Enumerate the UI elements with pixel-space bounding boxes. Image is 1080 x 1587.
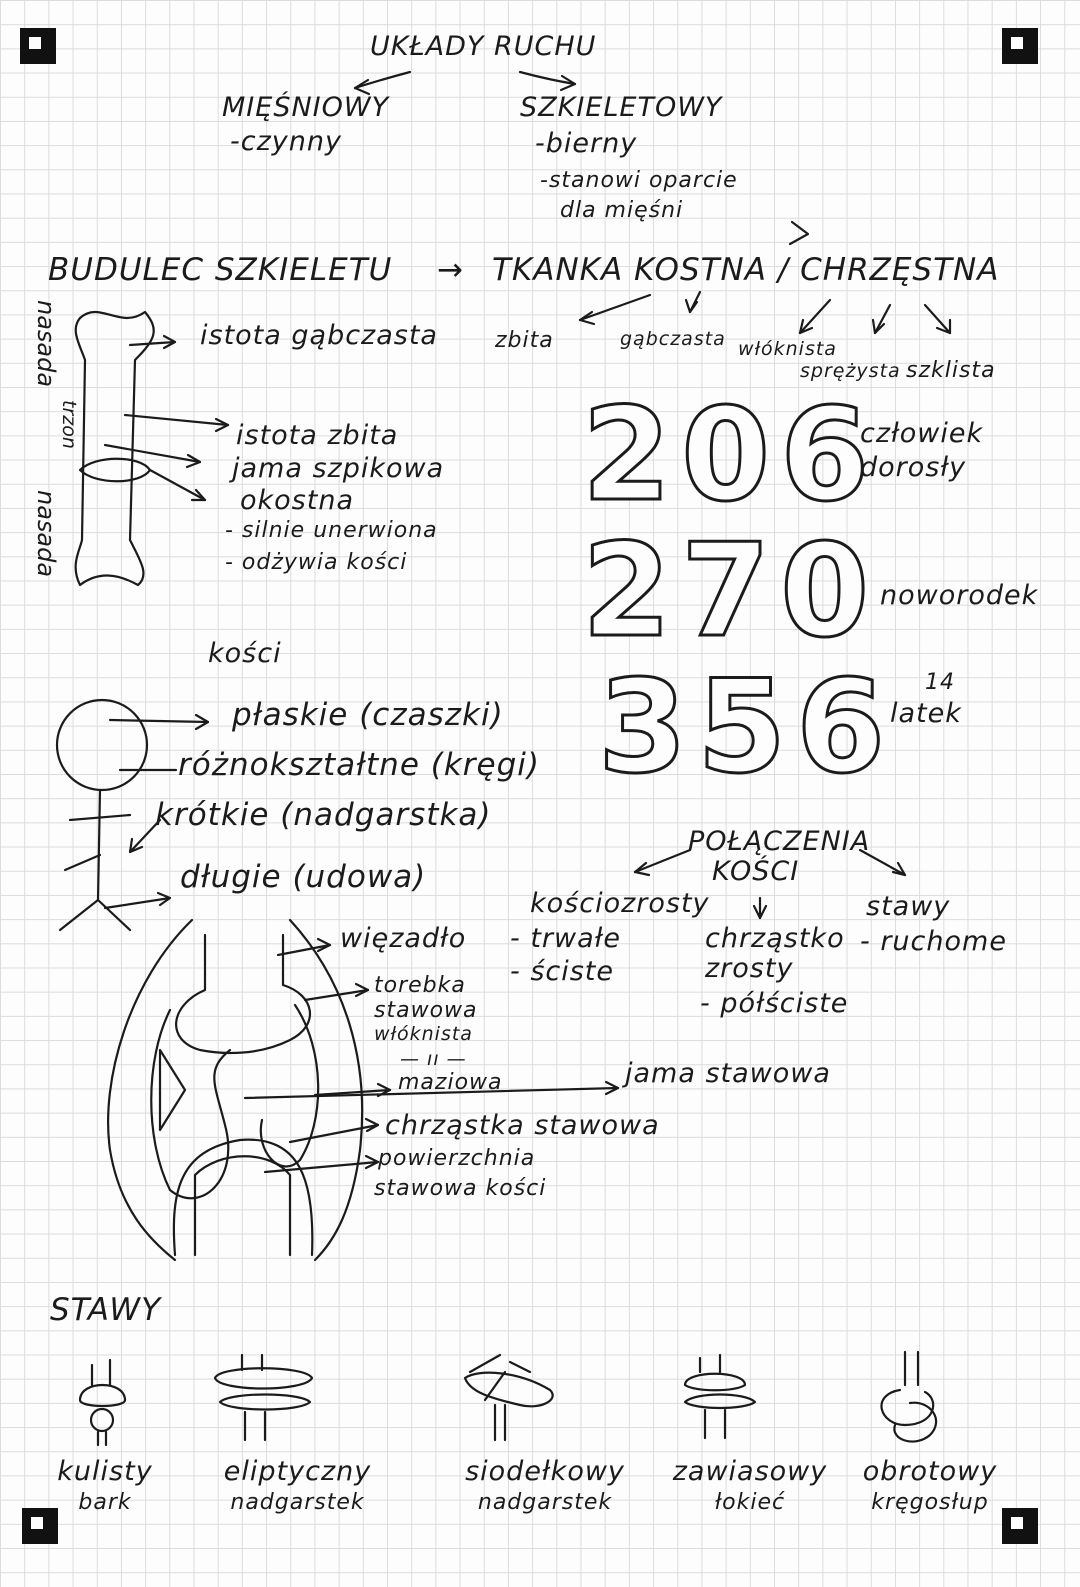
count-label-adult-2: dorosły (860, 452, 967, 483)
joint-label-jama-stawowa: jama stawowa (625, 1058, 831, 1089)
chrzestna-sprezysta: sprężysta (800, 360, 901, 382)
connections-title-2: KOŚCI (712, 856, 800, 887)
bone-label-okostna-note-1: - silnie unerwiona (225, 518, 438, 543)
count-number-newborn: 270 (582, 517, 880, 666)
kostna-gabczasta: gąbczasta (620, 328, 726, 350)
joint-type-siodelkowy: siodełkowy (465, 1456, 625, 1487)
conn-stawy: stawy (866, 891, 951, 922)
joint-type-obrotowy: obrotowy (862, 1456, 998, 1487)
conn-stawy-item: - ruchome (860, 926, 1007, 957)
bones-types-title: kości (208, 638, 282, 669)
bone-type-irregular: różnokształtne (kręgi) (178, 747, 541, 783)
bone-label-okostna-note-2: - odżywia kości (225, 550, 408, 575)
conn-kosciozrosty-2: - ściste (510, 956, 615, 987)
chrzestna-szklista: szklista (906, 358, 996, 383)
count-label-adult-1: człowiek (860, 418, 984, 449)
conn-kosciozrosty: kościozrosty (530, 888, 710, 919)
joint-label-torebka-1: torebka (374, 973, 466, 998)
arrow-left (355, 72, 410, 88)
joint-label-powierzchnia-2: stawowa kości (374, 1176, 547, 1201)
figure-head (57, 700, 147, 790)
conn-chrzastkozrosty-1: chrząstko (705, 923, 845, 954)
count-number-teen: 356 (598, 653, 896, 802)
joint-type-siodelkowy-example: nadgarstek (477, 1490, 613, 1515)
branch-right-note-1: -stanowi oparcie (540, 168, 738, 193)
joint-label-maziowa: maziowa (398, 1070, 503, 1095)
count-number-adult: 206 (582, 381, 880, 530)
count-label-teen-1: 14 (925, 670, 955, 695)
joint-type-eliptyczny: eliptyczny (223, 1456, 372, 1487)
joint-type-kulisty-example: bark (78, 1490, 132, 1515)
joint-type-obrotowy-example: kręgosłup (871, 1490, 989, 1515)
builder-label: BUDULEC SZKIELETU (48, 252, 393, 288)
bone-label-nasada-bottom: nasada (32, 490, 60, 578)
count-label-newborn: noworodek (880, 580, 1039, 611)
bone-type-long: długie (udowa) (180, 859, 427, 895)
bone-type-short: krótkie (nadgarstka) (155, 797, 492, 833)
joint-label-powierzchnia-1: powierzchnia (378, 1146, 536, 1171)
conn-chrzastkozrosty-2: zrosty (705, 953, 794, 984)
branch-right-note-2: dla mięśni (560, 198, 684, 223)
conn-kosciozrosty-1: - trwałe (510, 923, 622, 954)
conn-chrzastkozrosty-item: - półściste (700, 988, 849, 1019)
joint-label-ditto: — ıı — (400, 1048, 467, 1070)
builder-target: TKANKA KOSTNA / CHRZĘSTNA (492, 252, 1000, 288)
long-bone (76, 312, 154, 585)
kostna-zbita: zbita (495, 328, 554, 353)
joint-type-zawiasowy-example: łokieć (714, 1490, 786, 1515)
stawy-title: STAWY (50, 1292, 162, 1328)
joint-icons (80, 1352, 936, 1445)
bone-label-nasada-top: nasada (32, 300, 60, 388)
branch-right-name: SZKIELETOWY (520, 92, 723, 123)
chrzestna-wloknista: włóknista (738, 338, 837, 360)
connections-title-1: POŁĄCZENIA (688, 826, 871, 857)
joint-type-kulisty: kulisty (57, 1456, 153, 1487)
branch-left-desc: -czynny (230, 126, 342, 157)
joint-label-wiezadlo: więzadło (340, 923, 467, 954)
builder-arrow: → (437, 252, 464, 288)
bone-label-istota-gabczasta: istota gąbczasta (200, 320, 438, 351)
joint-type-eliptyczny-example: nadgarstek (230, 1490, 365, 1515)
bone-label-trzon: trzon (58, 400, 80, 449)
branch-right-desc: -bierny (535, 128, 638, 159)
bone-label-istota-zbita: istota zbita (236, 420, 399, 451)
bone-label-jama-szpikowa: jama szpikowa (232, 453, 445, 484)
joint-label-torebka-3: włóknista (374, 1023, 473, 1045)
joint-type-zawiasowy: zawiasowy (672, 1456, 828, 1487)
branch-left-name: MIĘŚNIOWY (222, 92, 390, 123)
bone-type-flat: płaskie (czaszki) (232, 697, 504, 733)
joint-label-torebka-2: stawowa (374, 998, 478, 1023)
bone-label-okostna: okostna (240, 485, 354, 516)
joint-label-chrzastka-stawowa: chrząstka stawowa (385, 1110, 660, 1141)
page-title: UKŁADY RUCHU (370, 31, 597, 62)
count-label-teen-2: latek (890, 698, 962, 729)
